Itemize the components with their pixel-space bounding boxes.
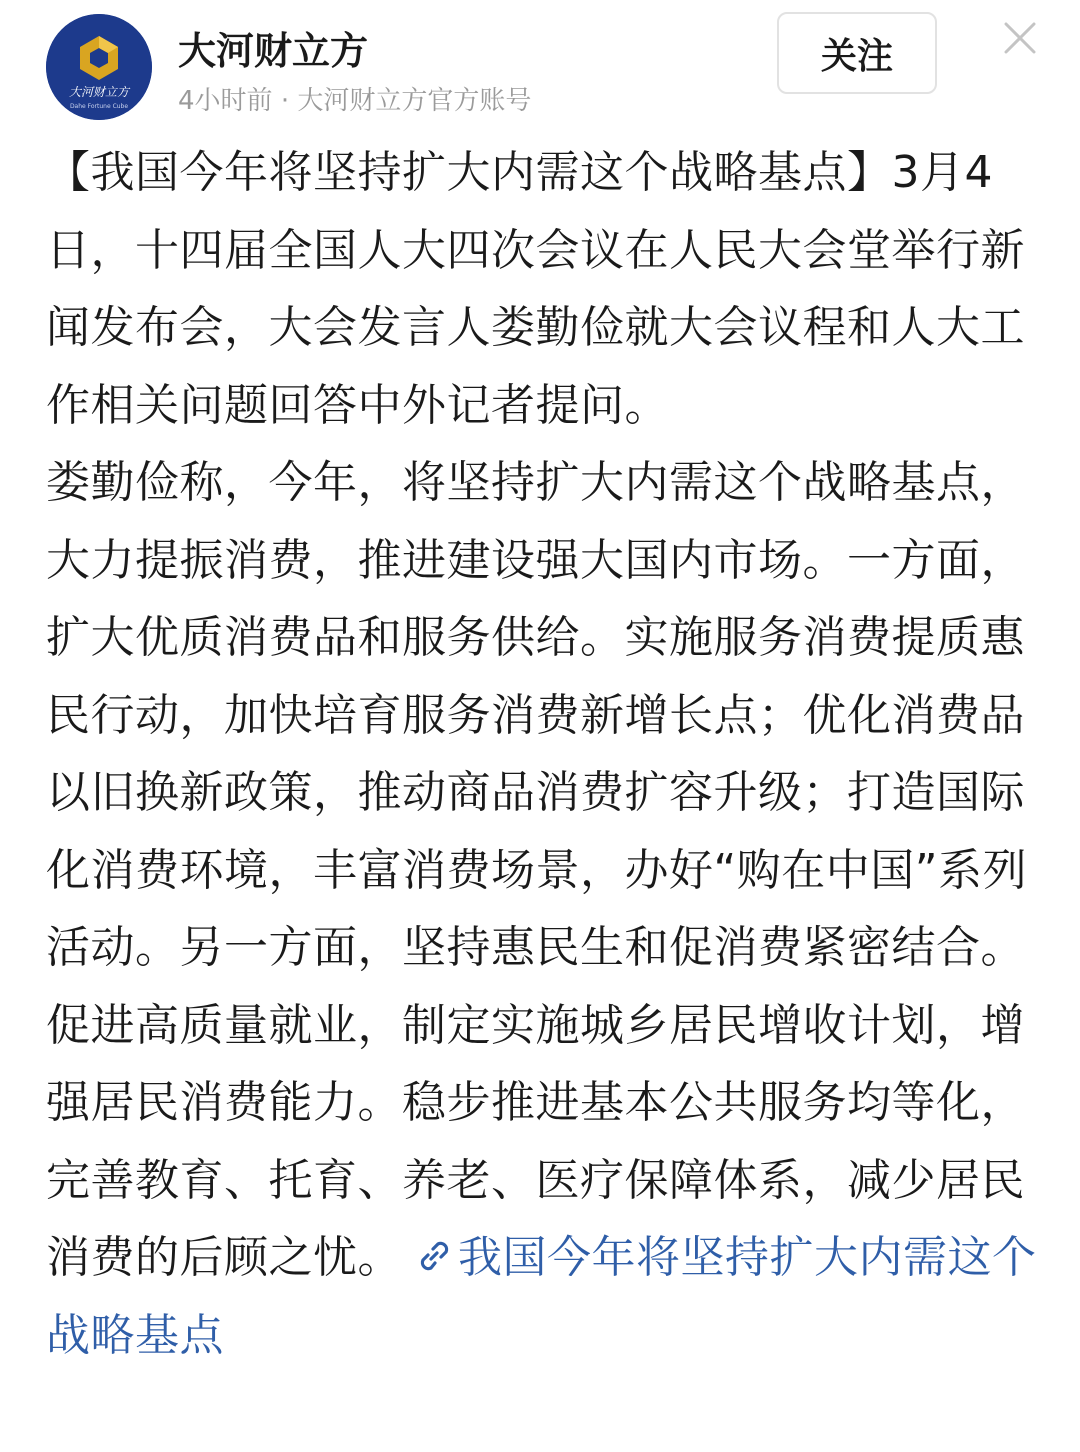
post-time: 4小时前 — [178, 86, 273, 116]
account-name[interactable]: 大河财立方 — [178, 29, 369, 73]
article-paragraph-text: 娄勤俭称，今年，将坚持扩大内需这个战略基点，大力提振消费，推进建设强大国内市场。一方面，扩大优质消费品和服务供给。实施服务消费提质惠民行动，加快培育服务消费新增长点；优化消费品以旧换新政策，推动商品消费扩容升级；打造国际化消费环境，丰富消费场景，办好“购在中国”系列活动。另一方面，坚持惠民生和促消费紧密结合。促进高质量就业，制定实施城乡居民增收计划，增强居民消费能力。稳步推进基本公共服务均等化，完善教育、托育、养老、医疗保障体系，减少居民消费的后顾之忧。 — [46, 457, 1028, 1283]
link-icon — [414, 1236, 454, 1276]
avatar-text: 大河财立方 — [68, 85, 130, 99]
related-article-link-text[interactable]: 我国今年将坚持扩大内需这个战略基点 — [46, 1232, 1037, 1361]
account-source: 大河财立方官方账号 — [297, 86, 532, 116]
article-body — [46, 134, 1046, 1374]
meta-separator: · — [280, 86, 290, 116]
article-paragraph: 【我国今年将坚持扩大内需这个战略基点】3月4日，十四届全国人大四次会议在人民大会堂举行新闻发布会，大会发言人娄勤俭就大会议程和人大工作相关问题回答中外记者提问。 — [46, 147, 1025, 431]
follow-button[interactable]: 关注 — [777, 12, 937, 94]
avatar-subtext: Dahe Fortune Cube — [69, 103, 129, 110]
post-meta — [178, 80, 531, 117]
post-header — [0, 0, 1080, 130]
article-paragraph-with-link — [46, 444, 1046, 1374]
close-icon[interactable] — [1000, 18, 1040, 58]
account-logo — [46, 14, 152, 120]
avatar[interactable] — [46, 14, 152, 120]
